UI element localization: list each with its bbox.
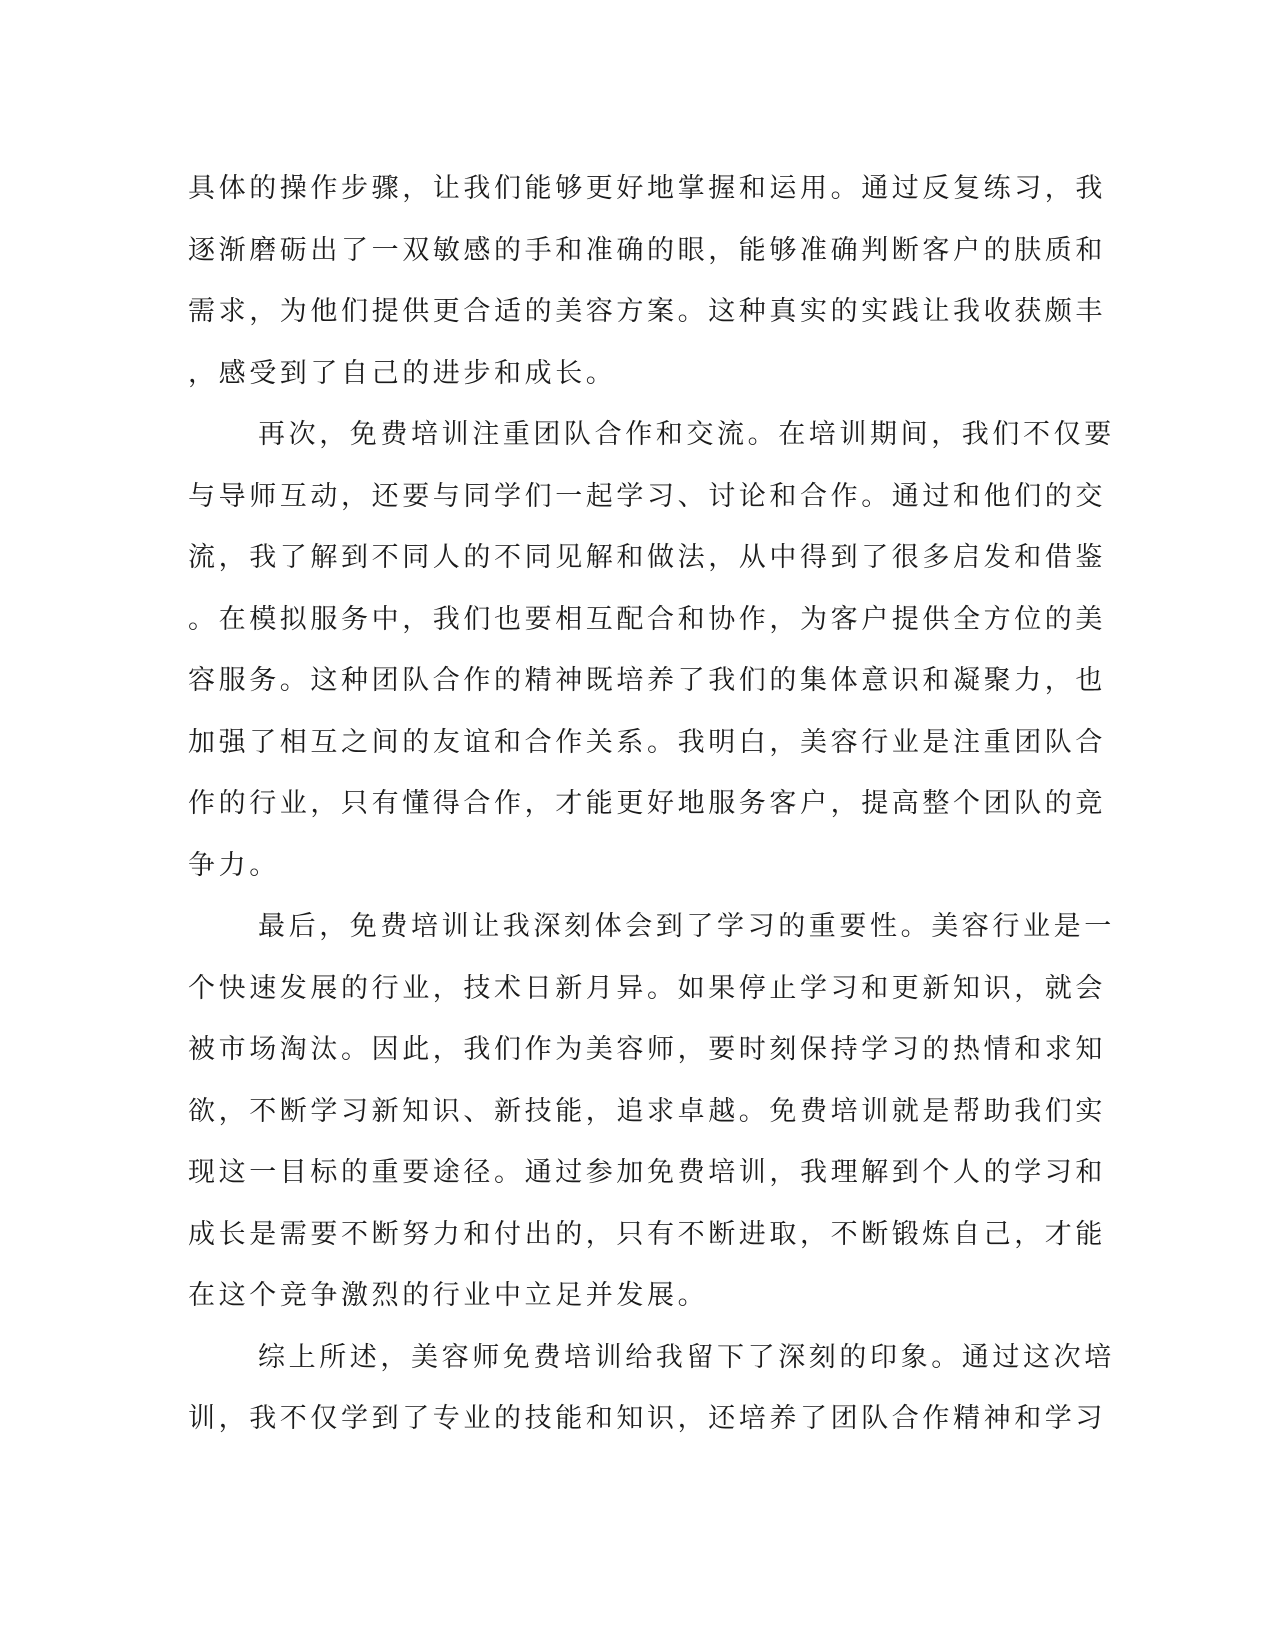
text-line: 具体的操作步骤，让我们能够更好地掌握和运用。通过反复练习，我 [188,173,1106,204]
text-line: 现这一目标的重要途径。通过参加免费培训，我理解到个人的学习和 [188,1157,1106,1188]
text-line: 作的行业，只有懂得合作，才能更好地服务客户，提高整个团队的竞 [188,788,1106,819]
text-line: 成长是需要不断努力和付出的，只有不断进取，不断锻炼自己，才能 [188,1218,1106,1250]
paragraph-first-line: 最后，免费培训让我深刻体会到了学习的重要性。美容行业是一 [258,911,1115,942]
text-line: 加强了相互之间的友谊和合作关系。我明白，美容行业是注重团队合 [188,726,1106,758]
text-line: 被市场淘汰。因此，我们作为美容师，要时刻保持学习的热情和求知 [188,1034,1106,1065]
paragraph-first-line: 综上所述，美容师免费培训给我留下了深刻的印象。通过这次培 [258,1341,1115,1373]
text-line: 逐渐磨砺出了一双敏感的手和准确的眼，能够准确判断客户的肤质和 [188,234,1106,266]
text-line: 。在模拟服务中，我们也要相互配合和协作，为客户提供全方位的美 [188,603,1106,635]
body-text [188,158,1115,1450]
text-line: 在这个竞争激烈的行业中立足并发展。 [188,1280,709,1311]
paragraph-first-line: 再次，免费培训注重团队合作和交流。在培训期间，我们不仅要 [258,419,1115,450]
text-line: ，感受到了自己的进步和成长。 [188,357,617,389]
text-line: 与导师互动，还要与同学们一起学习、讨论和合作。通过和他们的交 [188,480,1106,512]
text-line: 争力。 [188,849,280,881]
text-line: 欲，不断学习新知识、新技能，追求卓越。免费培训就是帮助我们实 [188,1095,1106,1127]
text-line: 需求，为他们提供更合适的美容方案。这种真实的实践让我收获颇丰 [188,296,1106,327]
text-line: 容服务。这种团队合作的精神既培养了我们的集体意识和凝聚力，也 [188,665,1106,696]
text-line: 流，我了解到不同人的不同见解和做法，从中得到了很多启发和借鉴 [188,542,1106,573]
text-line: 训，我不仅学到了专业的技能和知识，还培养了团队合作精神和学习 [188,1403,1106,1434]
text-line: 个快速发展的行业，技术日新月异。如果停止学习和更新知识，就会 [188,972,1106,1004]
